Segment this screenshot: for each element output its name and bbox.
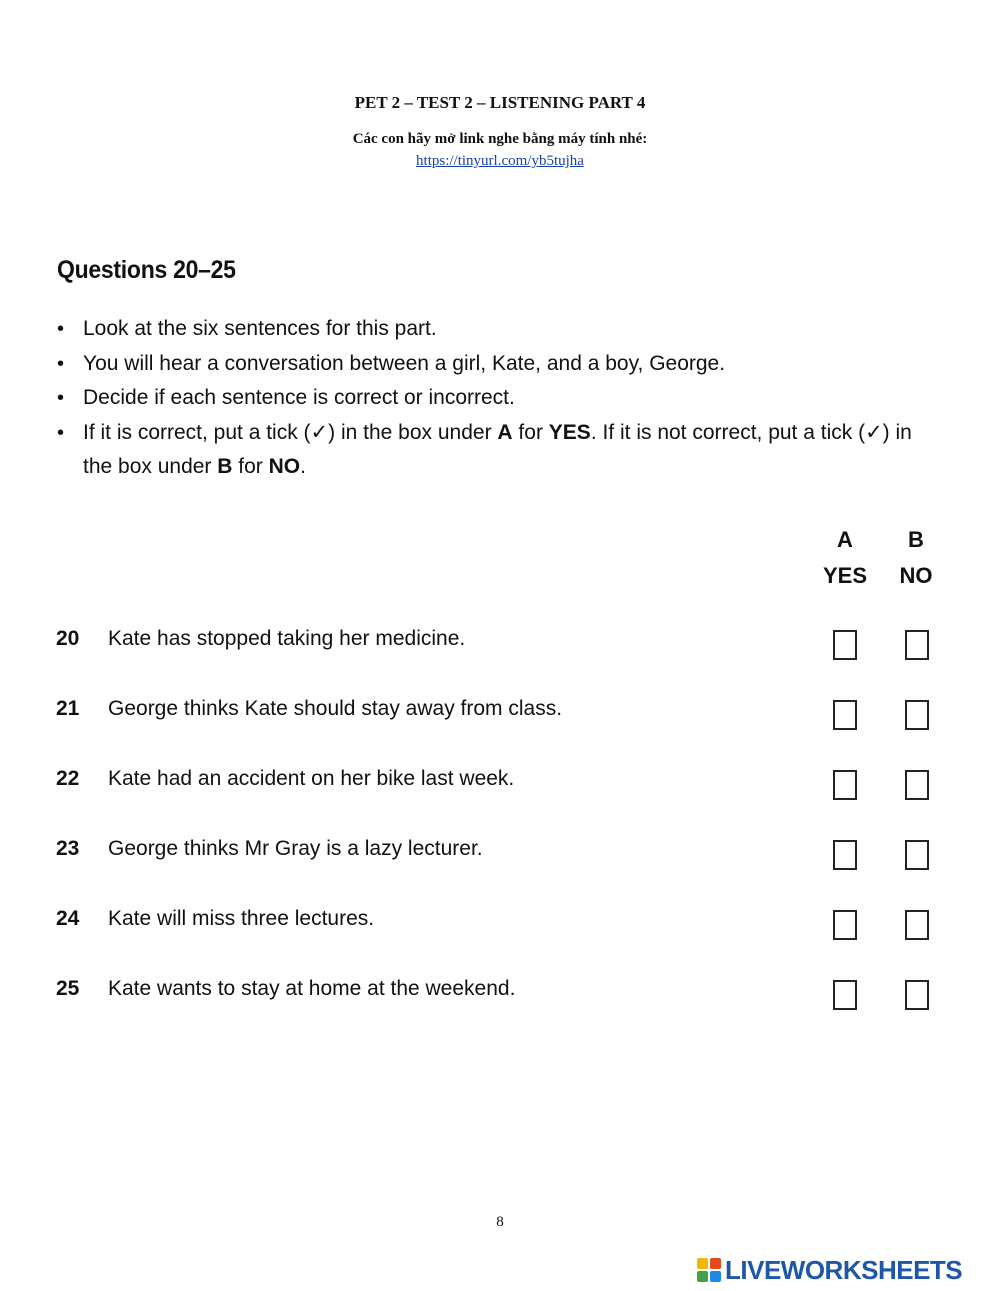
- yes-checkbox[interactable]: [833, 700, 857, 730]
- question-row: [0, 907, 1000, 947]
- column-a-label: YES: [822, 563, 868, 588]
- question-text: Kate wants to stay at home at the weekend.: [108, 977, 516, 1000]
- question-text: George thinks Kate should stay away from class.: [108, 697, 563, 720]
- question-text: George thinks Mr Gray is a lazy lecturer.: [108, 837, 483, 860]
- question-text: Kate had an accident on her bike last week.: [108, 767, 515, 790]
- question-number: 22: [56, 767, 80, 790]
- no-checkbox[interactable]: [905, 840, 929, 870]
- questions-heading: Questions 20–25: [57, 256, 236, 284]
- no-checkbox[interactable]: [905, 770, 929, 800]
- yes-checkbox[interactable]: [833, 840, 857, 870]
- question-number: 24: [56, 907, 80, 930]
- no-checkbox[interactable]: [905, 910, 929, 940]
- column-a-header: [810, 522, 880, 594]
- instruction-item: • If it is correct, put a tick (✓) in the box under A for YES. If it is not correct, put a tick (✓) in the box under B for NO.: [55, 416, 945, 485]
- audio-link[interactable]: https://tinyurl.com/yb5tujha: [416, 153, 584, 169]
- column-a-letter: A: [837, 527, 853, 552]
- no-checkbox[interactable]: [905, 980, 929, 1010]
- question-text: Kate will miss three lectures.: [108, 907, 375, 930]
- liveworksheets-logo: [697, 1255, 962, 1285]
- column-b-label: NO: [899, 563, 933, 588]
- no-checkbox[interactable]: [905, 700, 929, 730]
- yes-checkbox[interactable]: [833, 980, 857, 1010]
- question-row: [0, 697, 1000, 737]
- brand-name: LIVEWORKSHEETS: [725, 1254, 963, 1285]
- question-row: [0, 977, 1000, 1017]
- column-b-header: [881, 522, 951, 594]
- question-number: 25: [56, 977, 80, 1000]
- question-number: 20: [56, 627, 80, 650]
- question-text: Kate has stopped taking her medicine.: [108, 627, 466, 650]
- document-title: PET 2 – TEST 2 – LISTENING PART 4: [354, 93, 646, 112]
- audio-link-line: [0, 153, 1000, 170]
- listening-note: Các con hãy mở link nghe bằng máy tính nhé:: [352, 131, 648, 147]
- page-number: 8: [496, 1214, 504, 1230]
- question-number: 23: [56, 837, 80, 860]
- instructions-list: [55, 312, 945, 485]
- question-number: 21: [56, 697, 80, 720]
- yes-checkbox[interactable]: [833, 630, 857, 660]
- instruction-item: • You will hear a conversation between a girl, Kate, and a boy, George.: [55, 347, 945, 382]
- column-b-letter: B: [908, 527, 924, 552]
- yes-checkbox[interactable]: [833, 910, 857, 940]
- logo-blocks-icon: [697, 1258, 721, 1282]
- no-checkbox[interactable]: [905, 630, 929, 660]
- instruction-item: • Decide if each sentence is correct or incorrect.: [55, 381, 945, 416]
- question-row: [0, 837, 1000, 877]
- question-row: [0, 627, 1000, 667]
- instruction-item: • Look at the six sentences for this part.: [55, 312, 945, 347]
- yes-checkbox[interactable]: [833, 770, 857, 800]
- question-row: [0, 767, 1000, 807]
